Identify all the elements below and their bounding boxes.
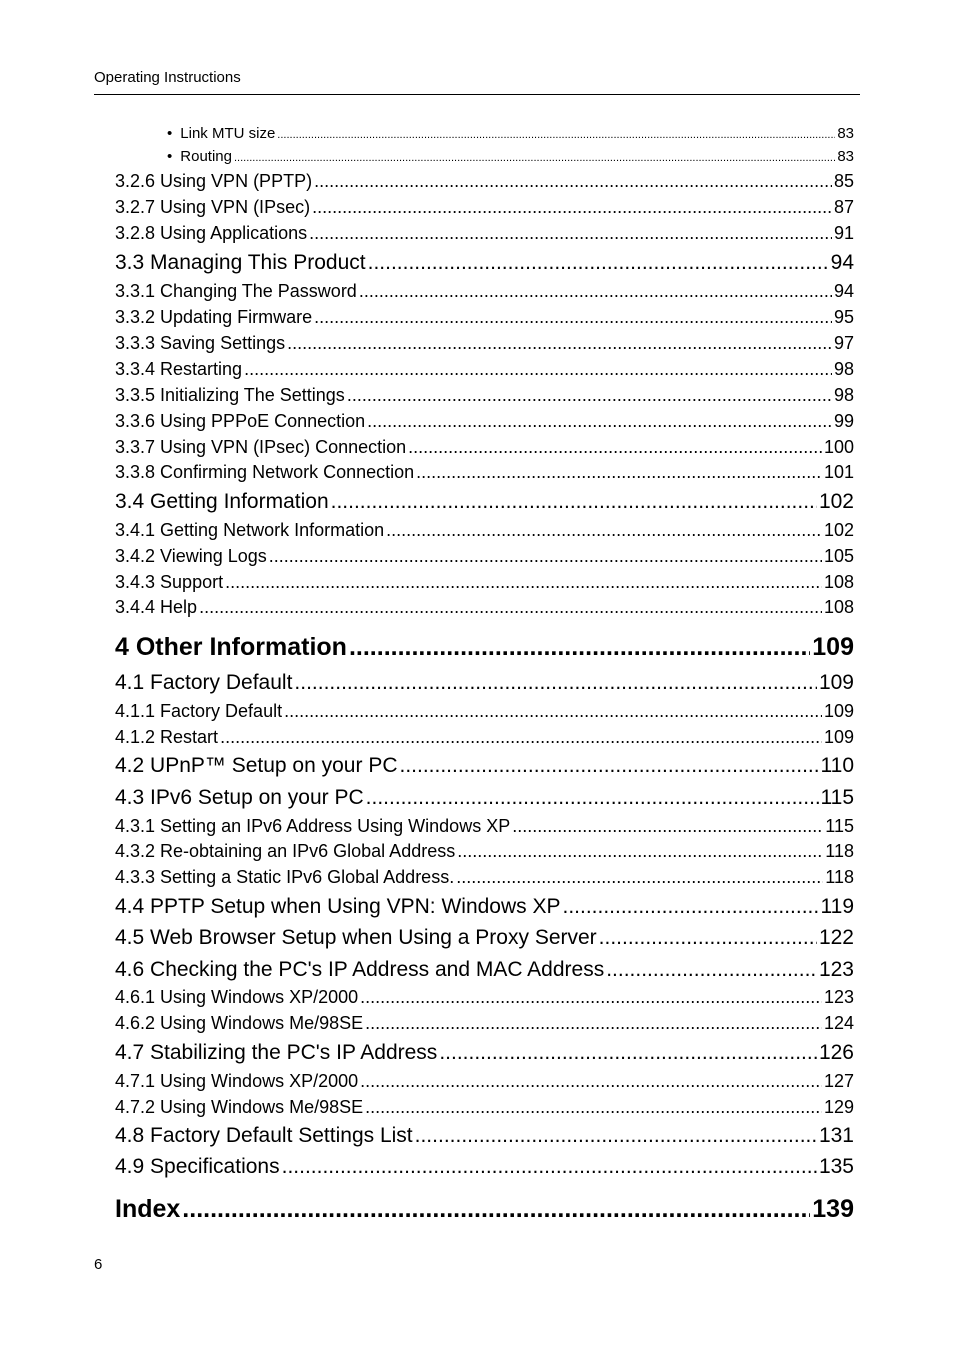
toc-entry-page: 109	[812, 633, 854, 661]
toc-entry[interactable]	[115, 786, 854, 810]
toc-entry[interactable]	[115, 1071, 854, 1092]
toc-entry[interactable]	[115, 385, 854, 406]
toc-entry-title: Routing	[180, 148, 232, 165]
dot-leader	[512, 816, 823, 837]
toc-entry-title: 4.4 PPTP Setup when Using VPN: Windows XP	[115, 895, 561, 918]
toc-entry[interactable]	[115, 307, 854, 328]
dot-leader	[199, 597, 822, 618]
toc-entry-title: 3.3.5 Initializing The Settings	[115, 385, 345, 405]
toc-entry-title: 4.3 IPv6 Setup on your PC	[115, 786, 364, 809]
dot-leader	[314, 307, 832, 328]
dot-leader	[366, 786, 819, 810]
toc-entry[interactable]	[115, 411, 854, 432]
toc-entry[interactable]	[115, 754, 854, 778]
toc-entry-page: 99	[833, 411, 854, 431]
toc-entry[interactable]	[115, 1013, 854, 1034]
dot-leader	[220, 727, 822, 748]
toc-entry-title: 4.3.3 Setting a Static IPv6 Global Address.	[115, 867, 455, 887]
dot-leader	[294, 671, 817, 695]
toc-entry-title: 4.7.1 Using Windows XP/2000	[115, 1071, 359, 1091]
toc-entry[interactable]	[115, 437, 854, 458]
page-number: 6	[94, 1256, 103, 1273]
toc-entry-page: 118	[825, 841, 854, 861]
toc-entry-title: 4.1 Factory Default	[115, 671, 293, 694]
toc-entry-page: 98	[833, 385, 854, 405]
toc-entry-title: 3.3.2 Updating Firmware	[115, 307, 313, 327]
toc-entry-page: 95	[833, 307, 854, 327]
dot-leader	[456, 867, 823, 888]
dot-leader	[331, 490, 817, 514]
toc-entry[interactable]	[115, 359, 854, 380]
bullet-icon: •	[167, 148, 173, 165]
toc-entry-page: 131	[818, 1124, 854, 1147]
toc-entry[interactable]	[115, 816, 854, 837]
toc-entry-page: 109	[823, 701, 854, 721]
toc-entry-page: 83	[837, 125, 854, 142]
toc-entry-title: 3.3.7 Using VPN (IPsec) Connection	[115, 437, 407, 457]
toc-entry-title: 3.2.6 Using VPN (PPTP)	[115, 171, 313, 191]
toc-entry-page: 139	[812, 1195, 854, 1223]
toc-entry-title: Index	[115, 1195, 181, 1223]
toc-entry-page: 101	[823, 462, 854, 482]
toc-entry[interactable]	[115, 1041, 854, 1065]
toc-entry-title: 3.3.1 Changing The Password	[115, 281, 357, 301]
toc-entry-title: 3.4.2 Viewing Logs	[115, 546, 267, 566]
dot-leader	[359, 281, 832, 302]
toc-entry[interactable]	[115, 597, 854, 618]
dot-leader	[182, 1195, 810, 1224]
toc-entry[interactable]	[115, 223, 854, 244]
toc-entry-title: 4.6.1 Using Windows XP/2000	[115, 987, 359, 1007]
toc-entry-page: 83	[837, 148, 854, 165]
toc-entry-title: 3.3.4 Restarting	[115, 359, 243, 379]
toc-entry-title: 4.3.1 Setting an IPv6 Address Using Windows XP	[115, 816, 511, 836]
toc-entry[interactable]	[115, 727, 854, 748]
toc-entry-title: 4.7 Stabilizing the PC's IP Address	[115, 1041, 438, 1064]
toc-entry[interactable]	[167, 125, 854, 142]
toc-entry-title: 4.1.2 Restart	[115, 727, 219, 747]
toc-entry-page: 105	[823, 546, 854, 566]
toc-entry-page: 85	[833, 171, 854, 191]
toc-entry-title: 4.5 Web Browser Setup when Using a Proxy Server	[115, 926, 597, 949]
toc-entry-page: 119	[820, 895, 854, 918]
dot-leader	[365, 1097, 822, 1118]
toc-entry-page: 87	[833, 197, 854, 217]
header-rule	[94, 94, 860, 95]
toc-entry[interactable]	[115, 841, 854, 862]
toc-entry-page: 108	[823, 572, 854, 592]
dot-leader	[439, 1041, 817, 1065]
toc-entry-title: 4.2 UPnP™ Setup on your PC	[115, 754, 398, 777]
toc-entry-title: 4.7.2 Using Windows Me/98SE	[115, 1097, 364, 1117]
toc-entry[interactable]	[115, 1097, 854, 1118]
toc-entry-title: 4.1.1 Factory Default	[115, 701, 283, 721]
toc-entry-title: 3.2.8 Using Applications	[115, 223, 308, 243]
dot-leader	[386, 520, 822, 541]
toc-entry[interactable]	[115, 171, 854, 192]
toc-entry-page: 91	[833, 223, 854, 243]
toc-entry-page: 123	[823, 987, 854, 1007]
toc-entry-title: 3.2.7 Using VPN (IPsec)	[115, 197, 311, 217]
dot-leader	[284, 701, 822, 722]
toc-entry-page: 102	[818, 490, 854, 513]
toc-entry-page: 123	[818, 958, 854, 981]
dot-leader	[606, 958, 817, 982]
toc-entry[interactable]	[115, 251, 854, 275]
dot-leader	[368, 251, 829, 275]
toc-entry-page: 94	[833, 281, 854, 301]
toc-entry-title: 4.8 Factory Default Settings List	[115, 1124, 413, 1147]
toc-entry-page: 122	[818, 926, 854, 949]
toc-entry[interactable]	[115, 671, 854, 695]
toc-entry-title: 4.6.2 Using Windows Me/98SE	[115, 1013, 364, 1033]
dot-leader	[365, 1013, 822, 1034]
toc-entry[interactable]	[115, 633, 854, 662]
dot-leader	[400, 754, 819, 778]
toc-entry[interactable]	[115, 546, 854, 567]
dot-leader	[360, 1071, 822, 1092]
dot-leader	[282, 1155, 817, 1179]
toc-entry-title: 4 Other Information	[115, 633, 347, 661]
dot-leader	[457, 841, 823, 862]
toc-entry-title: 4.9 Specifications	[115, 1155, 280, 1178]
toc-entry[interactable]	[115, 1155, 854, 1179]
dot-leader	[309, 223, 832, 244]
toc-entry-page: 115	[820, 786, 854, 809]
toc-entry-page: 135	[818, 1155, 854, 1178]
page-header-title: Operating Instructions	[94, 69, 241, 86]
dot-leader	[599, 926, 817, 950]
toc-entry-title: 4.6 Checking the PC's IP Address and MAC Address	[115, 958, 605, 981]
dot-leader	[416, 462, 822, 483]
dot-leader	[225, 572, 822, 593]
toc-entry[interactable]	[115, 462, 854, 483]
toc-entry-page: 126	[818, 1041, 854, 1064]
toc-entry[interactable]	[115, 490, 854, 514]
toc-entry[interactable]	[115, 197, 854, 218]
toc-entry-page: 109	[823, 727, 854, 747]
toc-entry-page: 109	[818, 671, 854, 694]
toc-entry-title: Link MTU size	[180, 125, 276, 142]
toc-entry-title: 3.3 Managing This Product	[115, 251, 366, 274]
dot-leader	[415, 1124, 817, 1148]
toc-entry-title: 3.4.3 Support	[115, 572, 224, 592]
toc-entry[interactable]	[115, 333, 854, 354]
dot-leader	[277, 129, 835, 141]
dot-leader	[287, 333, 832, 354]
toc-entry-title: 3.3.8 Confirming Network Connection	[115, 462, 415, 482]
toc-entry-page: 108	[823, 597, 854, 617]
dot-leader	[360, 987, 822, 1008]
toc-entry-page: 98	[833, 359, 854, 379]
toc-entry-title: 3.3.6 Using PPPoE Connection	[115, 411, 366, 431]
toc-entry[interactable]	[115, 867, 854, 888]
dot-leader	[367, 411, 832, 432]
dot-leader	[234, 152, 835, 164]
toc-entry[interactable]	[167, 148, 854, 165]
toc-entry-page: 97	[833, 333, 854, 353]
toc-entry-page: 115	[825, 816, 854, 836]
toc-entry[interactable]	[115, 572, 854, 593]
bullet-icon: •	[167, 125, 173, 142]
toc-entry[interactable]	[115, 958, 854, 982]
toc-entry[interactable]	[115, 1124, 854, 1148]
dot-leader	[269, 546, 822, 567]
dot-leader	[314, 171, 832, 192]
dot-leader	[349, 633, 810, 662]
dot-leader	[563, 895, 819, 919]
toc-entry-page: 110	[820, 754, 854, 777]
toc-entry-title: 3.4.1 Getting Network Information	[115, 520, 385, 540]
toc-entry[interactable]	[115, 1195, 854, 1224]
toc-entry-page: 94	[830, 251, 854, 274]
toc-entry[interactable]	[115, 926, 854, 950]
toc-entry-title: 3.3.3 Saving Settings	[115, 333, 286, 353]
toc-entry-title: 3.4 Getting Information	[115, 490, 329, 513]
dot-leader	[244, 359, 832, 380]
dot-leader	[347, 385, 832, 406]
toc-entry-page: 102	[823, 520, 854, 540]
toc-entry-page: 100	[823, 437, 854, 457]
toc-entry[interactable]	[115, 701, 854, 722]
toc-entry-page: 124	[823, 1013, 854, 1033]
toc-entry[interactable]	[115, 281, 854, 302]
toc-entry[interactable]	[115, 895, 854, 919]
toc-entry[interactable]	[115, 987, 854, 1008]
toc-entry-page: 127	[823, 1071, 854, 1091]
toc-entry-page: 118	[825, 867, 854, 887]
dot-leader	[312, 197, 832, 218]
toc-entry-page: 129	[823, 1097, 854, 1117]
toc-entry[interactable]	[115, 520, 854, 541]
toc-entry-title: 4.3.2 Re-obtaining an IPv6 Global Address	[115, 841, 456, 861]
dot-leader	[408, 437, 822, 458]
toc-entry-title: 3.4.4 Help	[115, 597, 198, 617]
